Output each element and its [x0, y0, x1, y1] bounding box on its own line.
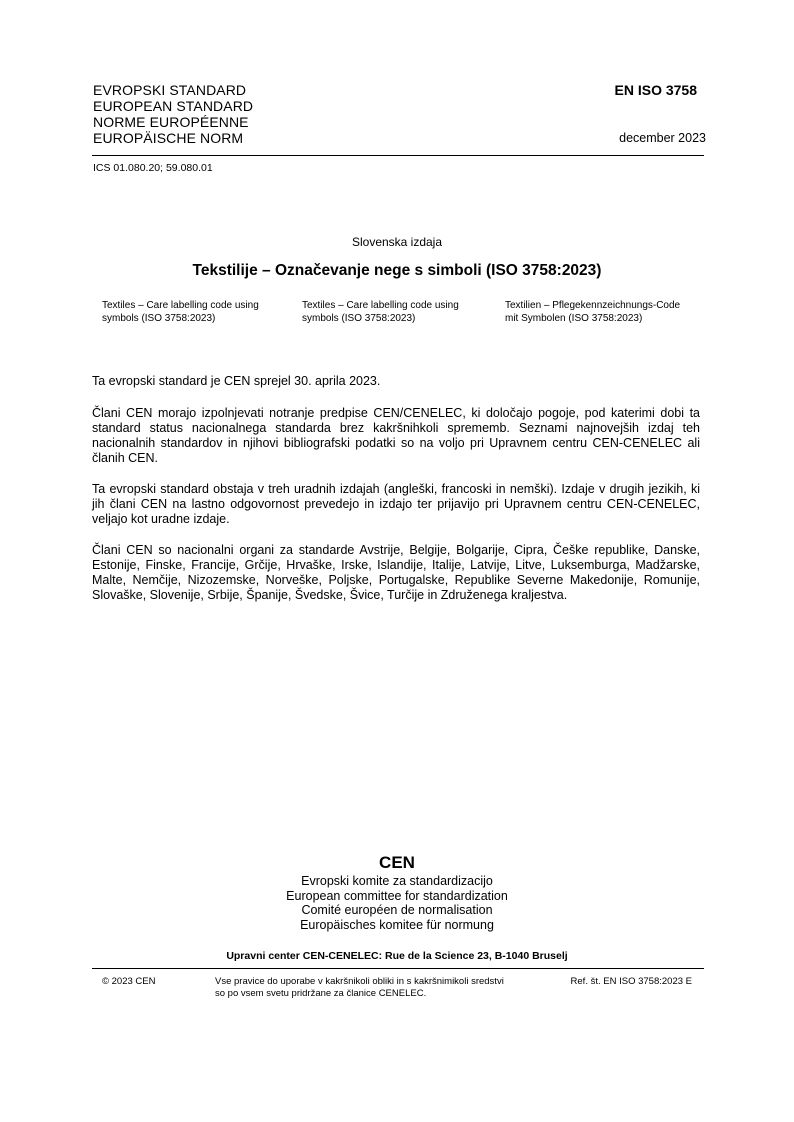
cen-name-de: Europäisches komitee für normung — [300, 917, 494, 932]
cen-organization-block — [0, 852, 794, 932]
edition-label: Slovenska izdaja — [351, 235, 443, 249]
cen-address: Upravni center CEN-CENELEC: Rue de la Science 23, B-1040 Bruselj — [226, 950, 568, 962]
cen-name-sl: Evropski komite za standardizacijo — [301, 874, 493, 888]
cen-name-fr: Comité européen de normalisation — [301, 903, 493, 917]
rights-notice: Vse pravice do uporabe v kakršnikoli obliki in s kakršnimikoli sredstvi so po vsem svetu pridržane za članice CENELEC. — [215, 976, 504, 999]
standard-line-de: EUROPÄISCHE NORM — [93, 130, 244, 146]
paragraph-official-versions: Ta evropski standard obstaja v treh uradnih izdajah (angleški, francoski in nemški). Izdaje v drugih jezikih, ki jih člani CEN na lastno odgovornost prevedejo in izdajo ter prijavijo pri Upravnem centru CEN-CENELEC, veljajo kot uradne izdaje. — [92, 482, 700, 526]
standard-number: EN ISO 3758 — [614, 82, 697, 98]
standard-designation-block — [93, 82, 253, 146]
publication-date: december 2023 — [619, 131, 706, 145]
footer-divider — [92, 968, 704, 969]
document-title: Tekstilije – Označevanje nege s simboli (ISO 3758:2023) — [192, 262, 602, 279]
copyright-notice: © 2023 CEN — [102, 976, 156, 987]
paragraph-members-obligation: Člani CEN morajo izpolnjevati notranje predpise CEN/CENELEC, ki določajo pogoje, pod katerimi dobi ta standard status nacionalnega standarda brez kakršnihkoli sprememb. Seznami najnovejših izdaj teh nacionalnih standardov in njihovi bibliografski podatki so na voljo pri Upravnem centru CEN-CENELEC ali članih CEN. — [92, 406, 700, 465]
header-divider — [92, 155, 704, 156]
alt-title-french: Textiles – Care labelling code using symbols (ISO 3758:2023) — [302, 300, 459, 324]
standard-line-sl: EVROPSKI STANDARD — [93, 82, 247, 98]
cen-title: CEN — [379, 853, 415, 872]
reference-number: Ref. št. EN ISO 3758:2023 E — [570, 976, 692, 987]
standard-line-fr: NORME EUROPÉENNE — [93, 114, 249, 130]
alt-title-english: Textiles – Care labelling code using symbols (ISO 3758:2023) — [102, 300, 259, 324]
standard-line-en: EUROPEAN STANDARD — [93, 98, 254, 114]
paragraph-member-countries: Člani CEN so nacionalni organi za standarde Avstrije, Belgije, Bolgarije, Cipra, Češke republike, Danske, Estonije, Finske, Francije, Grčije, Hrvaške, Irske, Islandije, Italije, Latvije, Litve, Luksemburga, Madžarske, Malte, Nemčije, Nizozemske, Norveške, Poljske, Portugalske, Republike Severne Makedonije, Romunije, Slovaške, Slovenije, Srbije, Španije, Švedske, Švice, Turčije in Združenega kraljestva. — [92, 543, 700, 602]
ics-code: ICS 01.080.20; 59.080.01 — [93, 162, 213, 174]
paragraph-adoption: Ta evropski standard je CEN sprejel 30. aprila 2023. — [92, 374, 381, 388]
cen-name-en: European committee for standardization — [286, 888, 508, 903]
alt-title-german: Textilien – Pflegekennzeichnungs-Code mit Symbolen (ISO 3758:2023) — [505, 300, 681, 324]
